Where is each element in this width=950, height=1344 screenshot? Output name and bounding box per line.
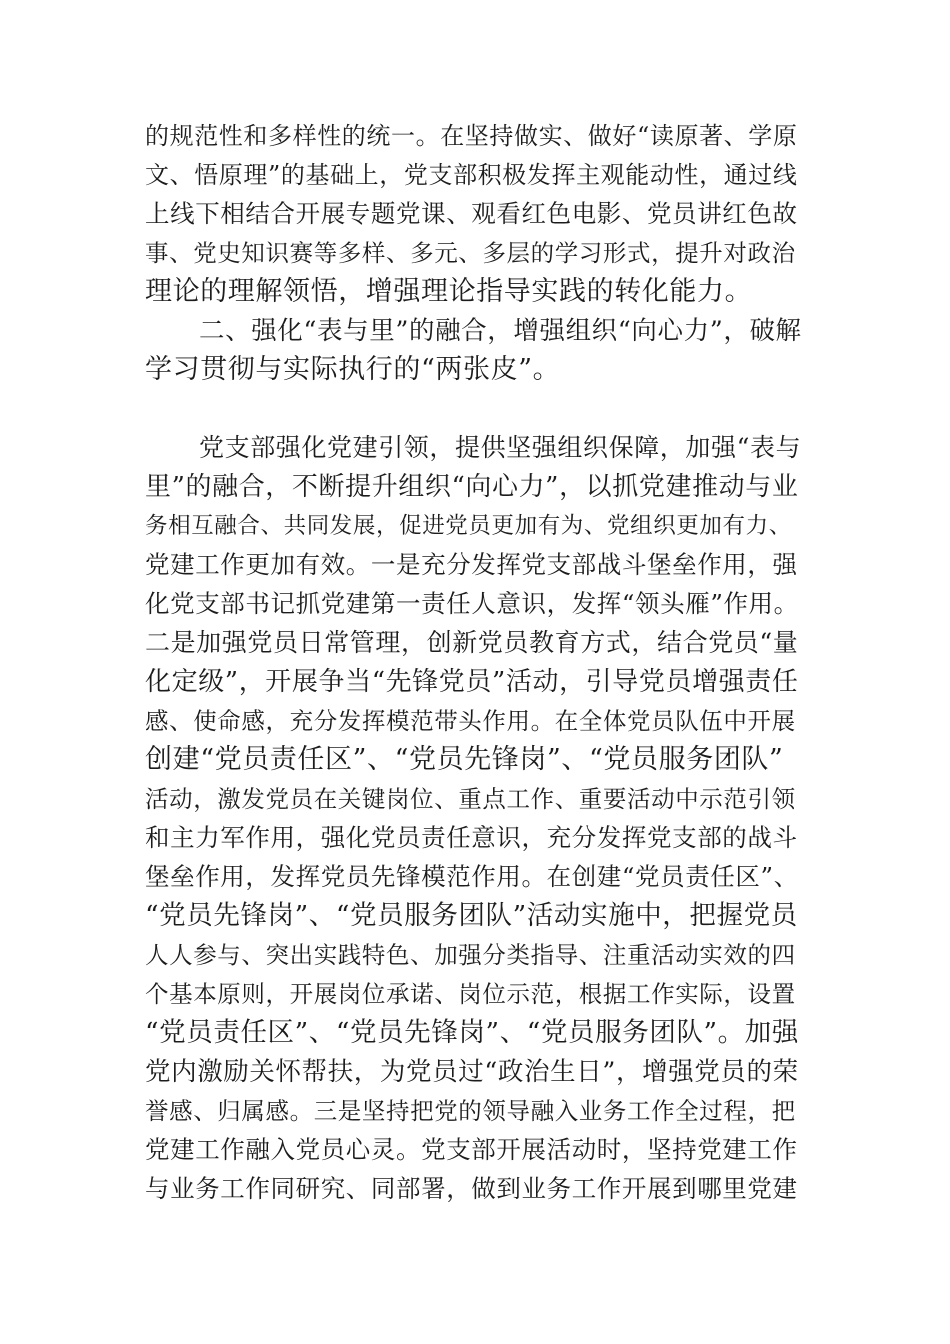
text-line: “党员责任区”、“党员先锋岗”、“党员服务团队”。加强 [145,1017,799,1048]
text-line: 上线下相结合开展专题党课、观看红色电影、党员讲红色故 [145,199,798,228]
text-line: 活动，激发党员在关键岗位、重点工作、重要活动中示范引领 [145,785,796,813]
text-line: 文、悟原理”的基础上，党支部积极发挥主观能动性，通过线 [145,161,798,189]
text-line: 里”的融合，不断提升组织“向心力”，以抓党建推动与业 [145,472,799,502]
text-line: 党建工作更加有效。一是充分发挥党支部战斗堡垒作用，强 [145,550,798,579]
text-line: 化定级”，开展争当“先锋党员”活动，引导党员增强责任 [145,667,799,697]
text-line: 堡垒作用，发挥党员先锋模范作用。在创建“党员责任区”、 [145,862,799,891]
section-heading-line: 二、强化“表与里”的融合，增强组织“向心力”，破解 [199,316,802,346]
text-line: 务相互融合、共同发展，促进党员更加有为、党组织更加有力、 [145,513,792,539]
text-line: 理论的理解领悟，增强理论指导实践的转化能力。 [145,276,753,307]
text-line: 党内激励关怀帮扶，为党员过“政治生日”，增强党员的荣 [145,1057,799,1087]
text-line: “党员先锋岗”、“党员服务团队”活动实施中，把握党员 [145,900,798,931]
text-line: 二是加强党员日常管理，创新党员教育方式，结合党员“量 [145,628,799,657]
text-line: 与业务工作同研究、同部署，做到业务工作开展到哪里党建 [145,1174,798,1203]
text-line: 创建“党员责任区”、“党员先锋岗”、“党员服务团队” [145,744,784,775]
text-line: 党支部强化党建引领，提供坚强组织保障，加强“表与 [199,433,802,462]
text-line: 事、党史知识赛等多样、多元、多层的学习形式，提升对政治 [145,239,796,267]
text-line: 的规范性和多样性的统一。在坚持做实、做好“读原著、学原 [145,122,798,150]
text-line: 党建工作融入党员心灵。党支部开展活动时，坚持党建工作 [145,1135,798,1164]
section-heading-line: 学习贯彻与实际执行的“两张皮”。 [145,354,561,385]
text-line: 和主力军作用，强化党员责任意识，充分发挥党支部的战斗 [145,823,798,852]
text-line: 誉感、归属感。三是坚持把党的领导融入业务工作全过程，把 [145,1097,796,1125]
text-line: 个基本原则，开展岗位承诺、岗位示范，根据工作实际，设置 [145,980,796,1008]
text-line: 人人参与、突出实践特色、加强分类指导、注重活动实效的四 [145,941,796,969]
text-line: 化党支部书记抓党建第一责任人意识，发挥“领头雁”作用。 [145,589,799,618]
text-line: 感、使命感，充分发挥模范带头作用。在全体党员队伍中开展 [145,707,796,735]
